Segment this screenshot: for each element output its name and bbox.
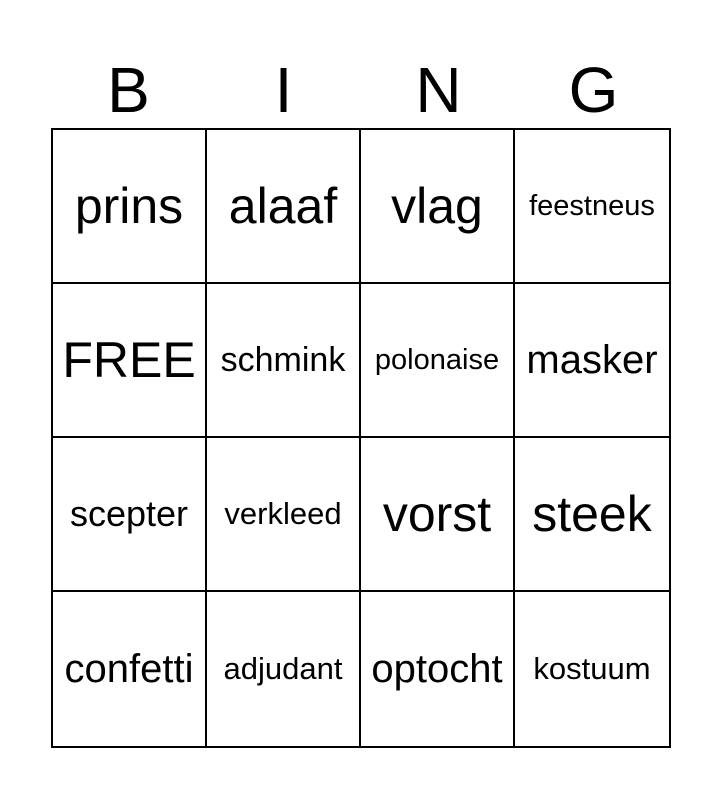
bingo-cell: feestneus <box>515 130 669 284</box>
bingo-cell: vlag <box>361 130 515 284</box>
header-letter-g: G <box>568 54 619 126</box>
bingo-cell: masker <box>515 284 669 438</box>
bingo-cell: kostuum <box>533 651 651 686</box>
header-letter-i: I <box>274 54 293 126</box>
bingo-cell: vorst <box>361 438 515 592</box>
bingo-grid <box>51 128 671 748</box>
bingo-cell: polonaise <box>361 284 515 438</box>
bingo-cell: optocht <box>361 592 515 746</box>
bingo-cell: scepter <box>53 438 207 592</box>
bingo-cell: verkleed <box>207 438 361 592</box>
header-letter-b: B <box>107 54 150 126</box>
header-letter-n: N <box>415 54 462 126</box>
bingo-header <box>51 52 671 128</box>
bingo-cell: alaaf <box>207 130 361 284</box>
bingo-cell: schmink <box>207 284 361 438</box>
bingo-cell: adjudant <box>207 592 361 746</box>
bingo-cell: confetti <box>53 592 207 746</box>
free-space-cell: FREE <box>53 284 207 438</box>
bingo-cell: steek <box>515 438 669 592</box>
bingo-cell: prins <box>53 130 207 284</box>
